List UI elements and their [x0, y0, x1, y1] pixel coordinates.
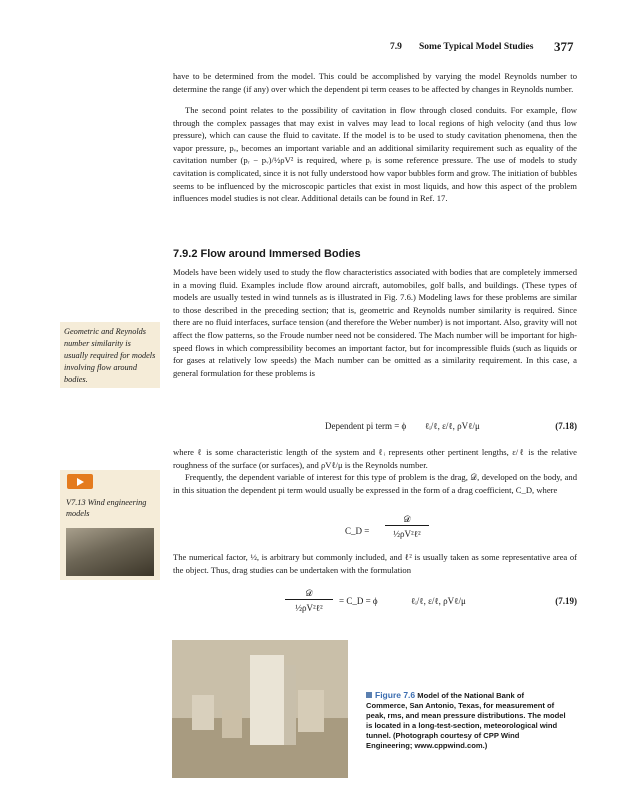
equation-drag-coefficient	[173, 514, 577, 550]
equation-7-18	[173, 418, 577, 436]
video-callout[interactable]	[60, 470, 160, 580]
paragraph-text: have to be determined from the model. This could be accomplished by varying the model Reynolds number to determine the range (if any) over which the dependent pi term ceases to be affected by changes in Reynolds number.	[173, 71, 577, 94]
paragraph-4	[173, 446, 577, 496]
eq-middle: = C_D = ϕ	[339, 596, 378, 606]
eq-denominator: ½ρV²ℓ²	[295, 603, 323, 613]
section-heading: 7.9.2 Flow around Immersed Bodies	[173, 248, 361, 260]
video-thumbnail[interactable]	[66, 528, 154, 576]
paragraph-text: Models have been widely used to study the flow characteristics associated with bodies that are completely immersed in a moving fluid. Examples include flow around aircraft, automobiles, golf balls, and buildings. (These types of models are usually tested in wind tunnels as is illustrated in Fig. 7.6.) Modeling laws for these problems are similar to those described in the preceding section; that is, geometric and Reynolds number similarity is required. Since there are no fluid interfaces, surface tension (and therefore the Weber number) is not important. Also, gravity will not affect the flow patterns, so the Froude number need not be considered. The Mach number will be important for high-speed flows in which compressibility becomes an important factor, but for incompressible fluids (such as liquids or for gases at relatively low speeds) the Mach number can be omitted as a similarity requirement. In this case, a general formulation for these problems is	[173, 267, 577, 378]
paragraph-5	[173, 551, 577, 576]
paragraph-text: The second point relates to the possibility of cavitation in flow through closed conduits. For example, flow through the complex passages that may exist in valves may lead to local regions of high velocity (and thus low pressure), which can cause the fluid to cavitate. If the model is to be used to study cavitation phenomena, then the vapor pressure, pᵥ, becomes an important variable and an additional similarity requirement such as equality of the cavitation number (pᵣ − pᵥ)/½ρV² is required, where pᵣ is some reference pressure. The use of models to study cavitation is complicated, since it is not fully understood how vapor bubbles form and grow. The initiation of bubbles seems to be influenced by the microscopic particles that exist in most liquids, and how this aspect of the problem influences model studies is not clear. Additional details can be found in Ref. 17.	[173, 105, 577, 204]
header-section-number: 7.9	[390, 42, 402, 52]
paragraph-text-a: where ℓ is some characteristic length of the system and ℓᵢ represents other pertinent lengths, ε/ℓ is the relative roughness of the surface (or surfaces), and ρVℓ/μ is the Reynolds number.	[173, 447, 577, 470]
paragraph-text: The numerical factor, ½, is arbitrary but commonly included, and ℓ² is usually taken as some representative area of the object. Thus, drag studies can be undertaken with the formulation	[173, 552, 577, 575]
video-label: V7.13 Wind engineering models	[66, 498, 147, 518]
running-header	[0, 39, 624, 56]
paragraph-1	[173, 70, 577, 95]
cd-denominator: ½ρV²ℓ²	[393, 529, 421, 539]
caption-marker-icon	[366, 692, 372, 698]
equation-7-19	[173, 588, 577, 624]
eq-numerator: 𝒟	[285, 588, 333, 600]
paragraph-2	[173, 104, 577, 205]
page-number: 377	[554, 39, 574, 54]
paragraph-text-b: Frequently, the dependent variable of interest for this type of problem is the drag, 𝒟, developed on the body, and in this situation the dependent pi term would usually be expressed in the form of a drag coefficient, C_D, where	[173, 472, 577, 495]
equation-number: (7.19)	[555, 596, 577, 606]
margin-note-similarity	[60, 322, 160, 388]
cd-numerator: 𝒟	[385, 514, 429, 526]
eq-args: ℓᵢ/ℓ, ε/ℓ, ρVℓ/μ	[411, 596, 466, 606]
equation-args: ℓᵢ/ℓ, ε/ℓ, ρVℓ/μ	[425, 421, 480, 431]
equation-number: (7.18)	[555, 421, 577, 431]
header-section-title: Some Typical Model Studies	[419, 42, 534, 52]
figure-photo	[172, 640, 348, 778]
figure-caption	[366, 690, 566, 751]
margin-note-text: Geometric and Reynolds number similarity is usually required for models involving flow around bodies.	[64, 327, 156, 384]
wind-tunnel-model-image	[172, 640, 348, 778]
figure-label: Figure 7.6	[375, 690, 416, 700]
cd-lhs: C_D =	[345, 526, 370, 536]
paragraph-3	[173, 266, 577, 379]
caption-text: Model of the National Bank of Commerce, San Antonio, Texas, for measurement of peak, rms, and mean pressure distributions. The model is located in a long-test-section, meteorological wind tunnel. (Photograph courtesy of CPP Wind Engineering; www.cppwind.com.)	[366, 691, 566, 750]
equation-lhs: Dependent pi term = ϕ	[325, 421, 407, 431]
play-icon[interactable]	[67, 474, 93, 489]
